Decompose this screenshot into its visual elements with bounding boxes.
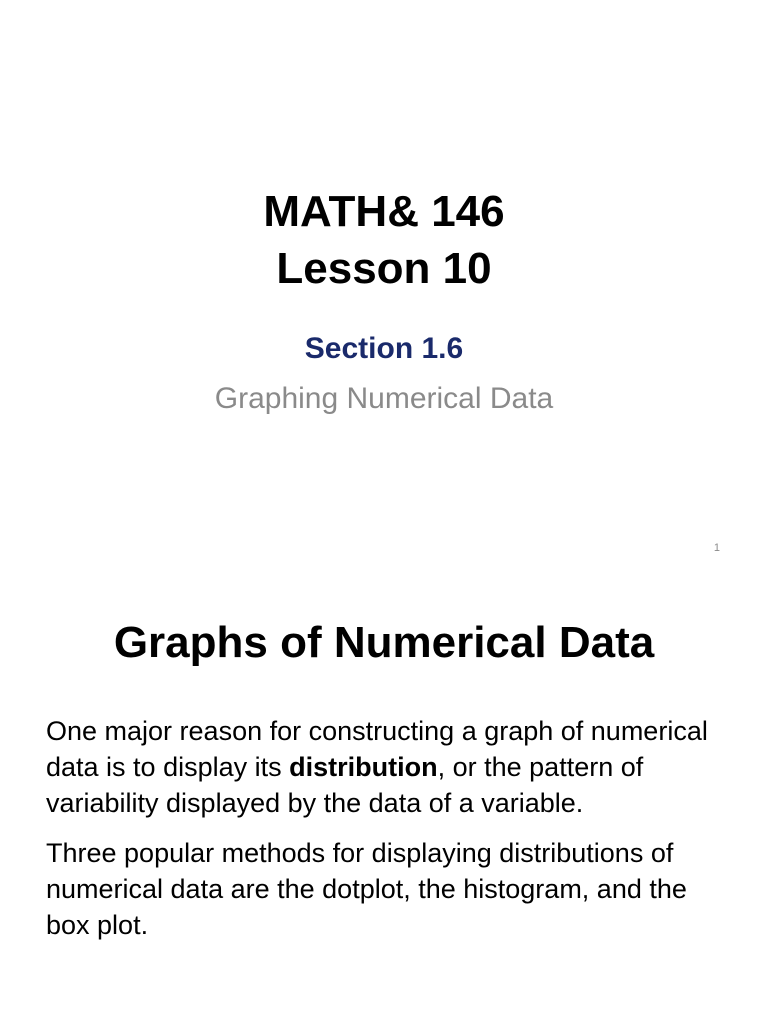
slide-title: Graphs of Numerical Data — [113, 618, 655, 667]
paragraph-distribution — [46, 713, 736, 821]
section-subtitle: Graphing Numerical Data — [214, 382, 554, 415]
paragraph-text: , or the pattern of variability displayed by the data of a variable. — [46, 752, 644, 818]
content-slide — [0, 576, 768, 1024]
section-heading: Section 1.6 — [304, 332, 464, 365]
slide-number: 1 — [713, 542, 720, 554]
lesson-title: Lesson 10 — [276, 244, 492, 293]
paragraph-methods: Three popular methods for displaying distributions of numerical data are the dotplot, the histogram, and the box plot. — [46, 838, 687, 940]
slide-body — [46, 713, 736, 957]
course-title: MATH& 146 — [263, 187, 505, 236]
paragraph-text: One major reason for constructing a graph of numerical data is to display its — [46, 716, 708, 782]
bold-term-distribution: distribution — [289, 752, 438, 782]
